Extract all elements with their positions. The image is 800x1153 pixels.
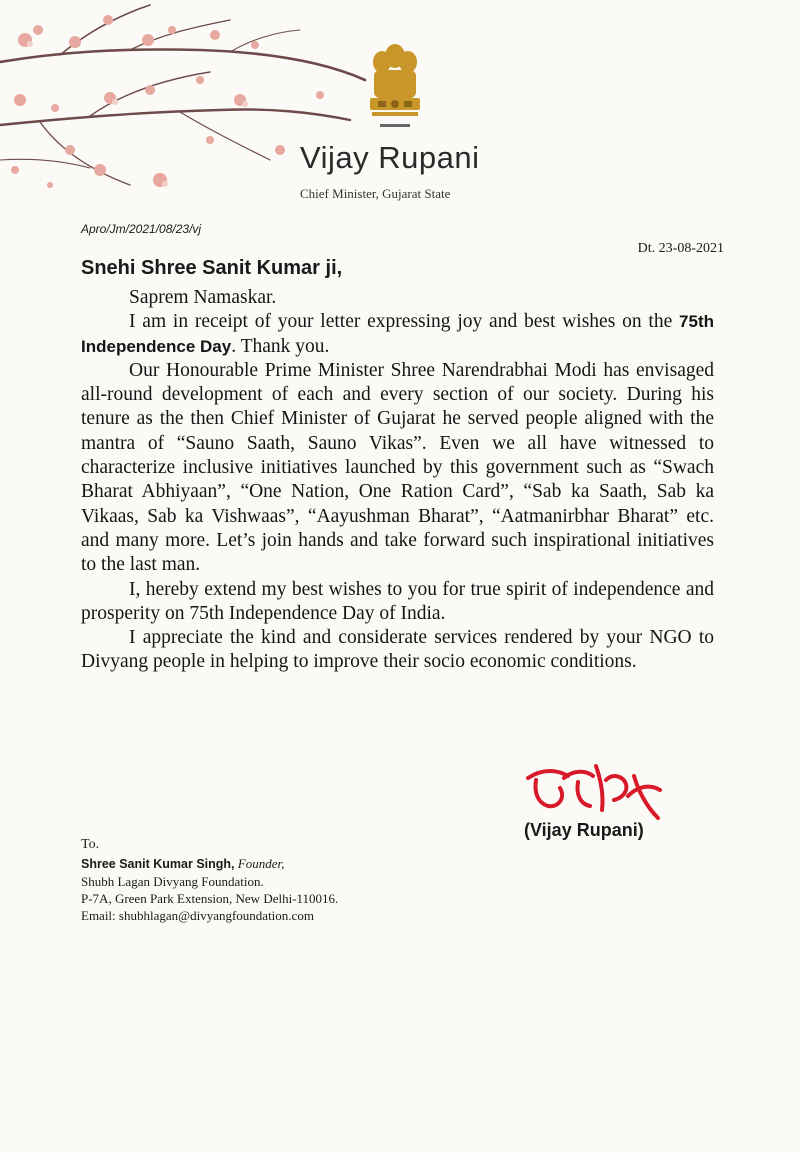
paragraph-1-text: I am in receipt of your letter expressing joy and best wishes on the xyxy=(129,311,680,333)
addressee-name: Shree Sanit Kumar Singh, xyxy=(81,857,235,871)
letter-date: Dt. 23-08-2021 xyxy=(637,241,724,256)
handwritten-signature xyxy=(518,748,668,828)
letterhead-name: Vijay Rupani xyxy=(300,140,480,175)
greeting: Saprem Namaskar. xyxy=(129,287,277,308)
paragraph-2: Our Honourable Prime Minister Shree Narendrabhai Modi has envisaged all-round development of each and every section of our society. During his tenure as the then Chief Minister of Gujarat he served people aligned with the mantra of “Sauno Saath, Sauno Vikas”. Even we all have witnessed to characterize inclusive initiatives launched by this government such as “Swach Bharat Abhiyaan”, “One Nation, One Ration Card”, “Sab ka Saath, Sab ka Vikaas, Sab ka Vishwaas”, “Aayushman Bharat”, “Aatmanirbhar Bharat” etc. and many more. Let’s join hands and take forward such inspirational initiatives to the last man. xyxy=(81,359,714,576)
paragraph-1-end: . Thank you. xyxy=(231,335,330,357)
to-label: To. xyxy=(81,837,100,852)
paragraph-1 xyxy=(81,310,714,359)
addressee-org: Shubh Lagan Divyang Foundation. xyxy=(81,874,264,889)
salutation: Snehi Shree Sanit Kumar ji, xyxy=(81,257,343,279)
letterhead-designation: Chief Minister, Gujarat State xyxy=(300,186,451,201)
addressee-name-line xyxy=(81,855,501,873)
addressee-email: Email: shubhlagan@divyangfoundation.com xyxy=(81,908,314,923)
signatory-name: (Vijay Rupani) xyxy=(524,820,644,840)
paragraph-1-bold: 75th Independence Day xyxy=(81,312,714,356)
addressee-block xyxy=(81,836,501,924)
paragraph-3: I, hereby extend my best wishes to you for true spirit of independence and prosperity on 75th Independence Day of India. xyxy=(81,578,714,624)
addressee-address: P-7A, Green Park Extension, New Delhi-110016. xyxy=(81,891,339,906)
national-emblem-icon xyxy=(360,38,430,138)
reference-number: Apro/Jm/2021/08/23/vj xyxy=(81,222,202,236)
paragraph-4: I appreciate the kind and considerate services rendered by your NGO to Divyang people in helping to improve their socio economic conditions. xyxy=(81,627,714,673)
letter-body xyxy=(81,286,714,675)
addressee-role: Founder, xyxy=(237,856,285,871)
